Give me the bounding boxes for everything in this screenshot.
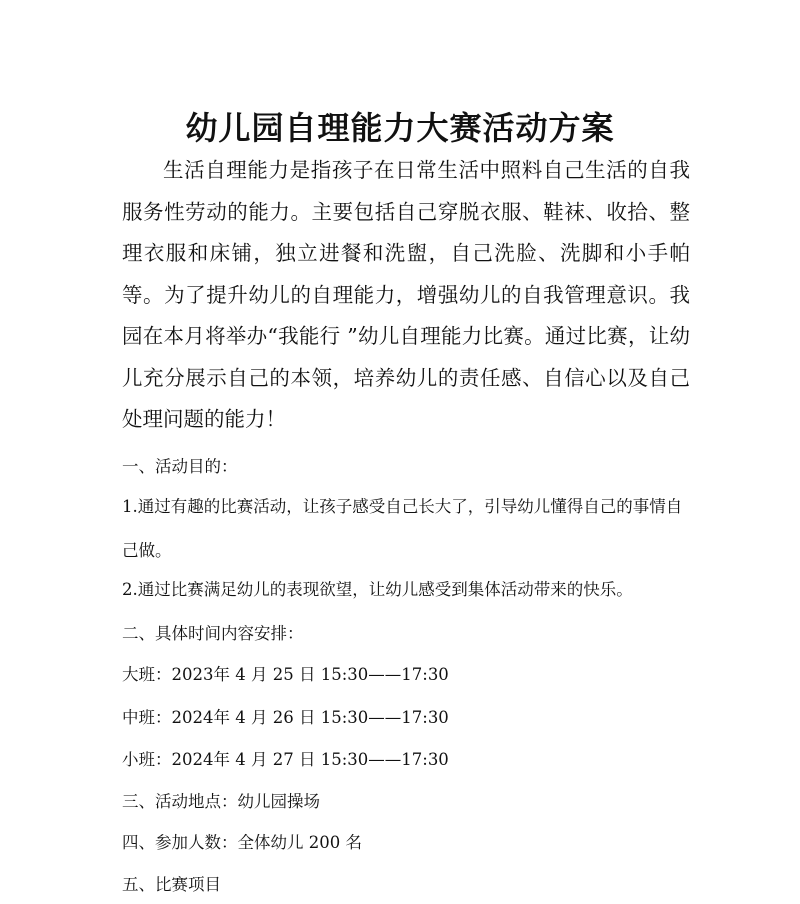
document-title: 幼儿园自理能力大赛活动方案	[185, 109, 615, 147]
section-heading-schedule: 二、具体时间内容安排：	[122, 624, 304, 643]
goal-item-2: 2.通过比赛满足幼儿的表现欲望，让幼儿感受到集体活动带来的快乐。	[122, 580, 633, 599]
intro-paragraph: 生活自理能力是指孩子在日常生活中照料自己生活的自我服务性劳动的能力。主要包括自己穿脱衣服、鞋袜、收拾、整理衣服和床铺，独立进餐和洗盥，自己洗脸、洗脚和小手帕等。为了提升幼儿的自理能力，增强幼儿的自我管理意识。我园在本月将举办“我能行 ”幼儿自理能力比赛。通过比赛，让幼儿充分展示自己的本领，培养幼儿的责任感、自信心以及自己处理问题的能力！	[122, 158, 690, 431]
section-location: 三、活动地点：幼儿园操场	[122, 792, 320, 811]
goal-item-1: 1.通过有趣的比赛活动，让孩子感受自己长大了，引导幼儿懂得自己的事情自己做。	[122, 497, 683, 560]
section-heading-purpose: 一、活动目的：	[122, 457, 238, 476]
schedule-item-large-class: 大班：2023年 4 月 25 日 15:30——17:30	[122, 665, 449, 684]
schedule-item-middle-class: 中班：2024年 4 月 26 日 15:30——17:30	[122, 708, 449, 727]
section-competition-items: 五、比赛项目	[122, 875, 221, 894]
schedule-item-small-class: 小班：2024年 4 月 27 日 15:30——17:30	[122, 750, 449, 769]
section-participants: 四、参加人数：全体幼儿 200 名	[122, 833, 362, 852]
